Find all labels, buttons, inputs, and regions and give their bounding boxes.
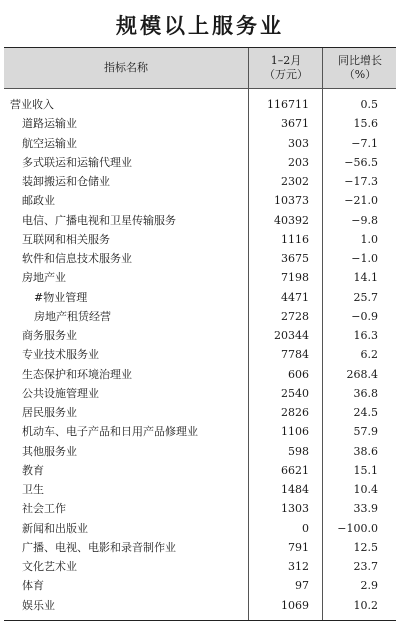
row-growth: 24.5 xyxy=(353,406,378,419)
row-indicator-name: 软件和信息技术服务业 xyxy=(22,252,132,265)
row-value: 791 xyxy=(288,540,309,554)
row-value: 2540 xyxy=(281,386,309,400)
row-value: 3675 xyxy=(281,252,309,265)
row-value: 2728 xyxy=(281,309,309,323)
row-growth: 14.1 xyxy=(353,271,378,285)
table-row xyxy=(4,576,396,595)
row-indicator-name: 生态保护和环境治理业 xyxy=(22,367,132,381)
header-growth-unit-label: （%） xyxy=(343,68,377,81)
row-growth: −0.9 xyxy=(351,309,378,323)
row-indicator-name: 装卸搬运和仓储业 xyxy=(22,175,110,188)
table-row xyxy=(4,249,396,268)
row-growth: −7.1 xyxy=(351,136,378,150)
table-row xyxy=(4,461,396,480)
row-indicator-name: 社会工作 xyxy=(22,502,66,516)
row-value: 1106 xyxy=(281,425,309,439)
row-value: 1484 xyxy=(281,483,309,496)
row-growth: 2.9 xyxy=(360,579,378,593)
row-indicator-name: 广播、电视、电影和录音制作业 xyxy=(22,540,176,554)
row-growth: −21.0 xyxy=(344,194,378,208)
row-indicator-name: 商务服务业 xyxy=(22,329,77,342)
table-row xyxy=(4,480,396,499)
row-indicator-name: 专业技术服务业 xyxy=(22,348,99,362)
row-value: 3671 xyxy=(281,117,309,131)
row-value: 116711 xyxy=(267,98,309,111)
row-value: 6621 xyxy=(281,463,309,477)
table-row xyxy=(4,557,396,576)
row-indicator-name: 其他服务业 xyxy=(22,444,77,458)
row-growth: 36.8 xyxy=(353,386,378,400)
row-growth: 0.5 xyxy=(360,98,378,111)
row-indicator-name: 公共设施管理业 xyxy=(22,386,99,400)
row-indicator-name: 互联网和相关服务 xyxy=(22,232,110,246)
row-value: 2826 xyxy=(281,406,309,419)
table-row xyxy=(4,307,396,326)
table-row xyxy=(4,442,396,461)
row-growth: 15.1 xyxy=(353,463,378,477)
table-row xyxy=(4,519,396,538)
row-growth: 25.7 xyxy=(353,290,378,304)
row-value: 1116 xyxy=(281,232,309,246)
row-value: 20344 xyxy=(274,329,309,342)
row-growth: −100.0 xyxy=(337,521,378,535)
table-row xyxy=(4,538,396,557)
row-value: 0 xyxy=(302,521,309,535)
header-growth-label: 同比增长 xyxy=(338,54,382,67)
row-value: 4471 xyxy=(281,290,309,304)
table-row xyxy=(4,134,396,153)
row-indicator-name: 房地产业 xyxy=(22,271,66,285)
row-indicator-name: 航空运输业 xyxy=(22,136,77,150)
header-period xyxy=(248,48,323,88)
table-body xyxy=(4,95,396,615)
table-row xyxy=(4,153,396,172)
row-value: 312 xyxy=(288,560,309,573)
row-indicator-name: 机动车、电子产品和日用产品修理业 xyxy=(22,425,198,439)
row-indicator-name: 邮政业 xyxy=(22,194,55,208)
row-value: 40392 xyxy=(274,213,309,227)
row-indicator-name: 道路运输业 xyxy=(22,117,77,131)
row-growth: 10.2 xyxy=(353,598,378,612)
row-value: 303 xyxy=(288,136,309,150)
row-value: 1303 xyxy=(281,502,309,516)
table-row xyxy=(4,268,396,287)
table-row xyxy=(4,422,396,441)
table-row xyxy=(4,114,396,133)
row-indicator-name: 多式联运和运输代理业 xyxy=(22,155,132,169)
row-value: 97 xyxy=(295,579,309,593)
table-row xyxy=(4,172,396,191)
row-growth: 10.4 xyxy=(353,483,378,496)
row-growth: 57.9 xyxy=(353,425,378,439)
table-header xyxy=(4,48,396,89)
row-growth: −17.3 xyxy=(344,175,378,188)
row-indicator-name: 房地产租赁经营 xyxy=(34,309,111,323)
row-growth: 268.4 xyxy=(346,367,378,381)
table-row xyxy=(4,288,396,307)
row-value: 203 xyxy=(288,155,309,169)
row-value: 7198 xyxy=(281,271,309,285)
statistics-table xyxy=(4,47,396,621)
table-row xyxy=(4,211,396,230)
table-row xyxy=(4,326,396,345)
table-row xyxy=(4,384,396,403)
row-value: 7784 xyxy=(281,348,309,362)
row-growth: 38.6 xyxy=(353,444,378,458)
row-indicator-name: #物业管理 xyxy=(34,290,88,304)
row-indicator-name: 营业收入 xyxy=(10,98,54,111)
row-indicator-name: 文化艺术业 xyxy=(22,560,77,573)
row-growth: 12.5 xyxy=(353,540,378,554)
table-row xyxy=(4,403,396,422)
header-growth xyxy=(322,48,397,88)
row-growth: −56.5 xyxy=(344,155,378,169)
row-growth: 6.2 xyxy=(360,348,378,362)
row-indicator-name: 教育 xyxy=(22,463,44,477)
row-value: 2302 xyxy=(281,175,309,188)
row-value: 598 xyxy=(288,444,309,458)
row-indicator-name: 新闻和出版业 xyxy=(22,521,88,535)
table-row xyxy=(4,230,396,249)
header-period-label: 1–2月 xyxy=(270,54,302,67)
row-indicator-name: 居民服务业 xyxy=(22,406,77,419)
header-indicator-label: 指标名称 xyxy=(104,61,148,74)
row-growth: 33.9 xyxy=(353,502,378,516)
row-growth: 23.7 xyxy=(353,560,378,573)
row-growth: −1.0 xyxy=(351,252,378,265)
page-title: 规模以上服务业 xyxy=(116,13,284,38)
header-indicator xyxy=(4,48,248,88)
row-growth: 15.6 xyxy=(353,117,378,131)
row-value: 1069 xyxy=(281,598,309,612)
row-indicator-name: 电信、广播电视和卫星传输服务 xyxy=(22,213,176,227)
table-row xyxy=(4,345,396,364)
table-row xyxy=(4,95,396,114)
table-row xyxy=(4,365,396,384)
table-row xyxy=(4,191,396,210)
row-value: 606 xyxy=(288,367,309,381)
header-unit-label: （万元） xyxy=(264,68,308,81)
row-value: 10373 xyxy=(274,194,309,208)
table-row xyxy=(4,596,396,615)
row-indicator-name: 卫生 xyxy=(22,483,44,496)
row-indicator-name: 体育 xyxy=(22,579,44,593)
row-growth: 16.3 xyxy=(353,329,378,342)
row-growth: 1.0 xyxy=(360,232,378,246)
table-row xyxy=(4,499,396,518)
row-indicator-name: 娱乐业 xyxy=(22,598,55,612)
row-growth: −9.8 xyxy=(351,213,378,227)
